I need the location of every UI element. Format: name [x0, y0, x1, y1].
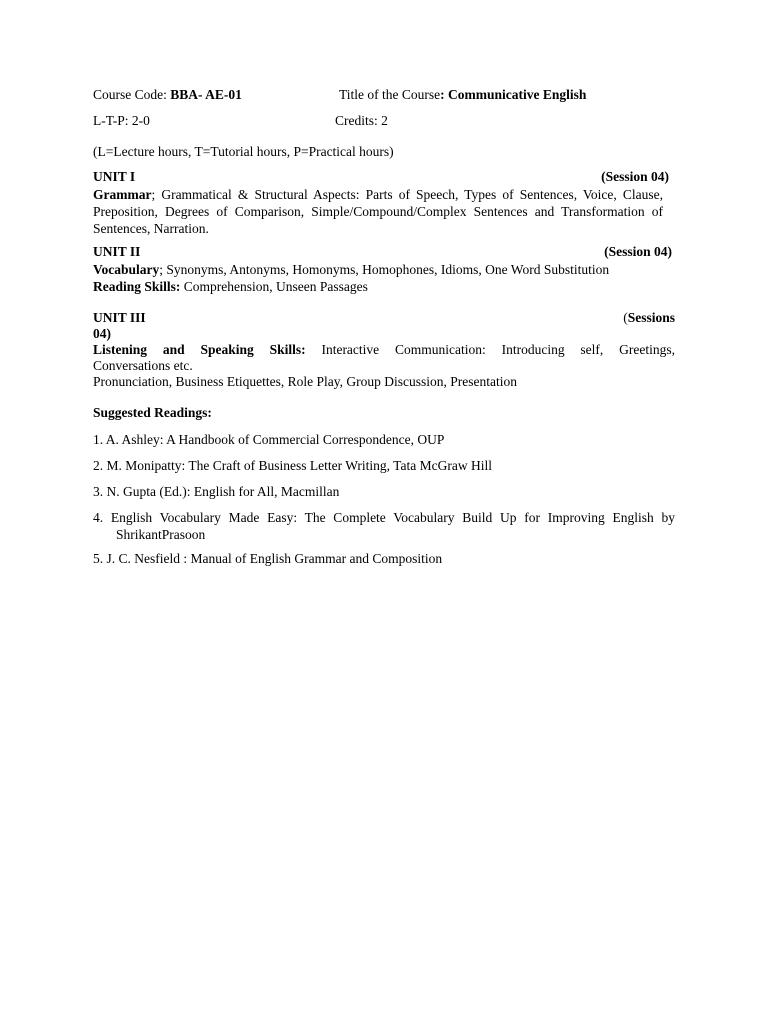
readings-list — [93, 432, 675, 567]
unit-3-session-paren: ( — [623, 310, 628, 325]
unit-1-heading: UNIT I — [93, 169, 136, 184]
course-code — [93, 87, 242, 103]
unit-2-reading-text: Comprehension, Unseen Passages — [180, 279, 368, 294]
unit-1-topic-text: ; Grammatical & Structural Aspects: Parts of Speech, Types of Sentences, Voice, Clause, Preposition, Degrees of Comparison, Simple/Compound/Complex Sentences and Transformation of Sentences, Narration. — [93, 187, 663, 236]
credits-value: Credits: 2 — [335, 113, 388, 128]
unit-2-reading — [93, 278, 675, 295]
course-title — [339, 87, 586, 103]
unit-3-session-word: Sessions — [627, 310, 675, 325]
ltp-credits-row — [93, 113, 675, 130]
hours-legend: (L=Lecture hours, T=Tutorial hours, P=Practical hours) — [93, 144, 394, 159]
course-code-value: BBA- AE-01 — [170, 87, 242, 102]
unit-3-header — [93, 310, 675, 326]
unit-3-session-num: 04) — [93, 326, 111, 341]
reading-item: 5. J. C. Nesfield : Manual of English Grammar and Composition — [93, 551, 443, 566]
unit-2-header — [93, 244, 672, 260]
unit-2-session: (Session 04) — [604, 244, 672, 259]
reading-item: 2. M. Monipatty: The Craft of Business Letter Writing, Tata McGraw Hill — [93, 458, 492, 473]
course-code-label: Course Code: — [93, 87, 171, 102]
course-title-value: : Communicative English — [440, 87, 587, 102]
unit-1 — [93, 169, 675, 237]
reading-item: 1. A. Ashley: A Handbook of Commercial Correspondence, OUP — [93, 432, 445, 447]
unit-3-extra: Pronunciation, Business Etiquettes, Role Play, Group Discussion, Presentation — [93, 374, 517, 389]
unit-1-session: (Session 04) — [601, 169, 669, 184]
unit-1-content — [93, 186, 663, 237]
course-header-row — [93, 87, 675, 104]
unit-2-reading-label: Reading Skills: — [93, 279, 181, 294]
syllabus-page — [93, 87, 675, 577]
unit-2-vocab-text: ; Synonyms, Antonyms, Homonyms, Homophones, Idioms, One Word Substitution — [159, 262, 610, 277]
unit-3-listening-cont: Conversations etc. — [93, 358, 193, 373]
unit-3-listening-text: Interactive Communication: Introducing self, Greetings, — [305, 342, 675, 357]
unit-3-session — [623, 310, 675, 326]
unit-2-vocab-label: Vocabulary — [93, 262, 160, 277]
course-title-label: Title of the Course — [339, 87, 441, 102]
unit-3-listening-label: Listening and Speaking Skills: — [93, 342, 306, 357]
unit-1-header — [93, 169, 669, 185]
readings-heading: Suggested Readings: — [93, 405, 212, 420]
unit-3-heading: UNIT III — [93, 310, 146, 325]
unit-3-listening — [93, 342, 675, 358]
unit-3 — [93, 310, 675, 390]
unit-2 — [93, 244, 675, 295]
unit-2-heading: UNIT II — [93, 244, 141, 259]
unit-2-vocabulary — [93, 261, 675, 278]
reading-item: 4. English Vocabulary Made Easy: The Complete Vocabulary Build Up for Improving English by ShrikantPrasoon — [93, 510, 675, 542]
reading-item: 3. N. Gupta (Ed.): English for All, Macmillan — [93, 484, 340, 499]
unit-1-topic: Grammar — [93, 187, 152, 202]
ltp-value: L-T-P: 2-0 — [93, 113, 150, 128]
